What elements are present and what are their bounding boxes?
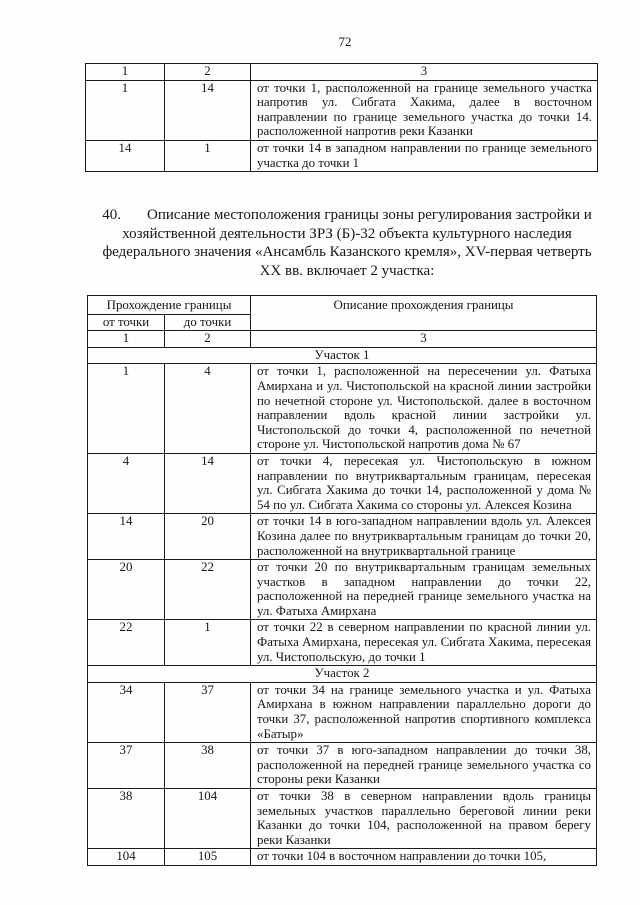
from-point-cell: 104 (88, 849, 165, 866)
from-point-cell: 14 (86, 140, 165, 171)
section-heading (92, 206, 602, 280)
boundary-description-cell: от точки 38 в северном направлении вдоль границы земельных участков параллельно береговой линии реки Казанки до точки 104, расположенной на правом берегу реки Казанки (251, 789, 597, 849)
from-point-cell: 22 (88, 620, 165, 666)
to-point-cell: 14 (165, 80, 251, 140)
table-row (88, 789, 597, 849)
column-number-cell: 1 (88, 331, 165, 348)
section-title-row (88, 666, 597, 683)
table-row (88, 743, 597, 789)
to-point-cell: 104 (165, 789, 251, 849)
boundary-description-cell: от точки 34 на границе земельного участка и ул. Фатыха Амирхана в южном направлении параллельно дороги до точки 37, расположенной напротив спортивного комплекса «Батыр» (251, 682, 597, 742)
from-point-cell: 20 (88, 560, 165, 620)
to-point-cell: 22 (165, 560, 251, 620)
table-row (88, 682, 597, 742)
column-number-cell: 2 (165, 64, 251, 81)
column-number-cell: 1 (86, 64, 165, 81)
to-point-cell: 20 (165, 514, 251, 560)
column-number-row (88, 331, 597, 348)
column-number-cell: 2 (165, 331, 251, 348)
to-point-cell: 14 (165, 453, 251, 513)
to-point-cell: 38 (165, 743, 251, 789)
to-point-cell: 105 (165, 849, 251, 866)
to-point-cell: 1 (165, 140, 251, 171)
section-title-row (88, 347, 597, 364)
boundary-table-continuation (85, 63, 598, 172)
table-row (88, 514, 597, 560)
from-point-header: от точки (88, 314, 165, 331)
column-number-cell: 3 (251, 64, 598, 81)
section-title: Участок 1 (88, 347, 597, 364)
table-row (88, 560, 597, 620)
boundary-description-cell: от точки 1, расположенной на границе земельного участка напротив ул. Сибгата Хакима, далее в восточном направлении по границе земельного участка до точки 14. расположенной напротив реки Казанки (251, 80, 598, 140)
column-number-row (86, 64, 598, 81)
heading-line-text: Описание местоположения границы зоны регулирования застройки и (146, 207, 592, 223)
from-point-cell: 37 (88, 743, 165, 789)
description-header: Описание прохождения границы (251, 296, 597, 331)
table-row (86, 140, 598, 171)
section-number: 40. (102, 207, 121, 223)
from-point-cell: 38 (88, 789, 165, 849)
table-row (88, 849, 597, 866)
to-point-cell: 4 (165, 364, 251, 454)
header-row (88, 296, 597, 315)
page-number: 72 (338, 34, 352, 49)
boundary-description-cell: от точки 14 в юго-западном направлении вдоль ул. Алексея Козина далее по внутриквартальным границам до точки 20, расположенной на внутриквартальной границе (251, 514, 597, 560)
boundary-description-cell: от точки 22 в северном направлении по красной линии ул. Фатыха Амирхана, пересекая ул. Сибгата Хакима, пересекая ул. Чистопольскую, до точки 1 (251, 620, 597, 666)
boundary-description-cell: от точки 14 в западном направлении по границе земельного участка до точки 1 (251, 140, 598, 171)
section-title: Участок 2 (88, 666, 597, 683)
to-point-cell: 37 (165, 682, 251, 742)
table-row (88, 453, 597, 513)
from-point-cell: 34 (88, 682, 165, 742)
to-point-header: до точки (165, 314, 251, 331)
table-row (86, 80, 598, 140)
from-point-cell: 4 (88, 453, 165, 513)
table-row (88, 364, 597, 454)
boundary-description-cell: от точки 104 в восточном направлении до точки 105, (251, 849, 597, 866)
heading-line: федерального значения «Ансамбль Казанского кремля», XV-первая четверть (102, 244, 592, 261)
boundary-description-cell: от точки 4, пересекая ул. Чистопольскую в южном направлении по внутриквартальным границам, пересекая ул. Сибгата Хакима до точки 14, расположенной у дома № 54 по ул. Сибгата Хакима со стороны ул. Алексея Козина (251, 453, 597, 513)
from-point-cell: 1 (88, 364, 165, 454)
boundary-description-cell: от точки 37 в юго-западном направлении до точки 38, расположенной на передней границе земельного участка со стороны реки Казанки (251, 743, 597, 789)
table-row (88, 620, 597, 666)
boundary-passage-header: Прохождение границы (88, 296, 251, 315)
column-number-cell: 3 (251, 331, 597, 348)
heading-line (92, 206, 602, 225)
boundary-description-cell: от точки 20 по внутриквартальным границам земельных участков в западном направлении до точки 22, расположенной на передней границе земельного участка на ул. Фатыха Амирхана (251, 560, 597, 620)
boundary-description-cell: от точки 1, расположенной на пересечении ул. Фатыха Амирхана и ул. Чистопольской на красной линии застройки по нечетной стороне ул. Чистопольской. далее в восточном направлении вдоль красной линии застройки ул. Чистопольской до точки 4, расположенной по нечетной стороне ул. Чистопольской напротив дома № 67 (251, 364, 597, 454)
from-point-cell: 14 (88, 514, 165, 560)
heading-line: XX вв. включает 2 участка: (259, 262, 435, 279)
from-point-cell: 1 (86, 80, 165, 140)
boundary-table (87, 295, 597, 866)
heading-line: хозяйственной деятельности ЗРЗ (Б)-32 объекта культурного наследия (122, 225, 572, 242)
to-point-cell: 1 (165, 620, 251, 666)
